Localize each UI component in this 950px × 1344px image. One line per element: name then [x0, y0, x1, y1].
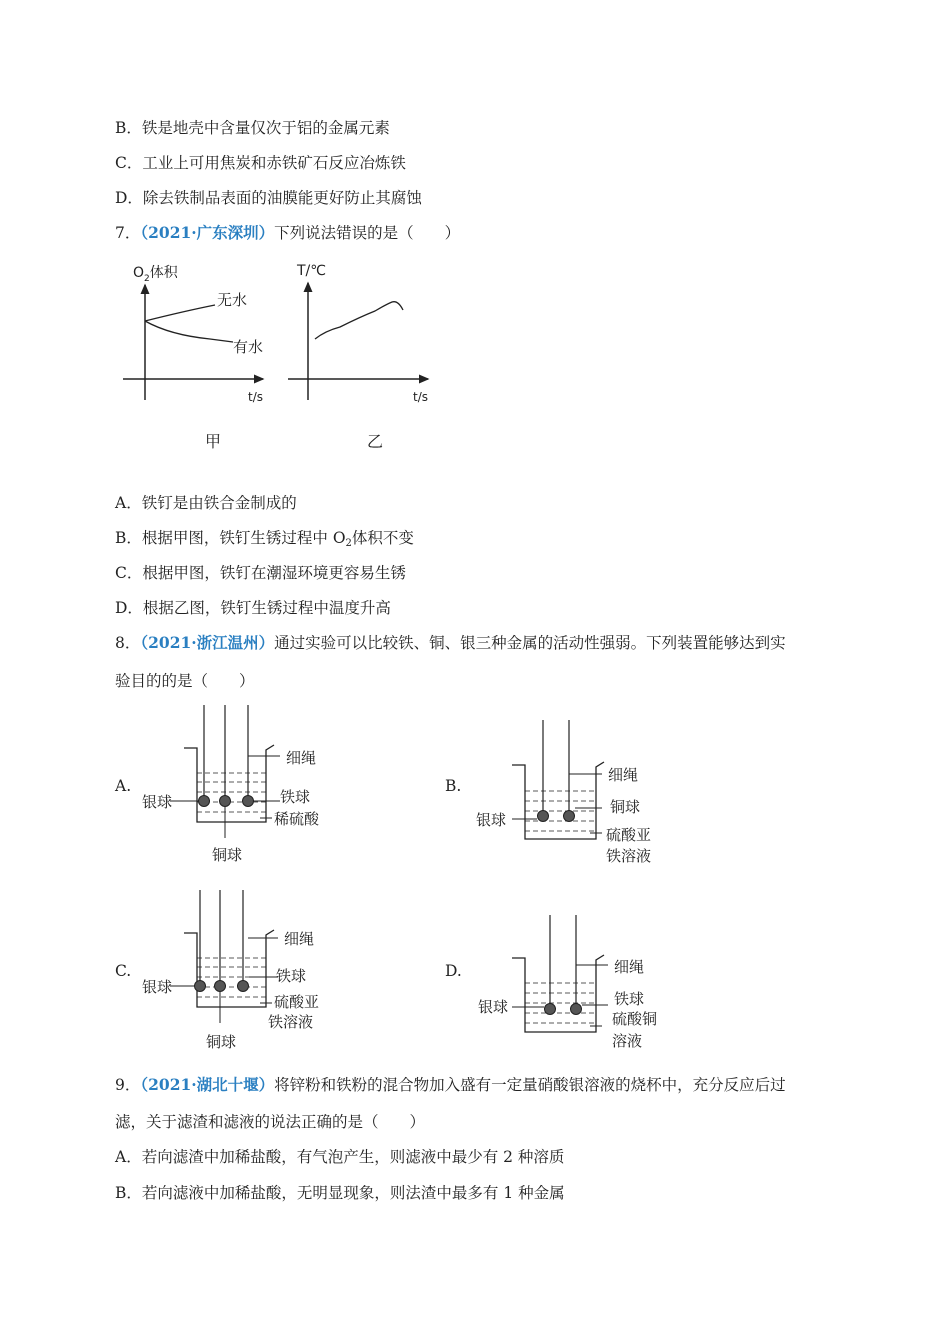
q7-stem — [115, 221, 460, 243]
q7-option-c: C．根据甲图，铁钉在潮湿环境更容易生锈 — [115, 564, 406, 582]
apparatus-a-ball-copper — [220, 796, 231, 807]
q7-option-b: B．根据甲图，铁钉生锈过程中 $O_2$体积不变 — [115, 529, 414, 549]
q7-number: 7． — [115, 224, 141, 242]
svg-text:银球: 银球 — [142, 978, 173, 996]
graph-jia-curve-dry — [145, 305, 215, 321]
q9-option-b: B．若向滤液中加稀盐酸，无明显现象，则法渣中最多有 1 种金属 — [115, 1184, 565, 1202]
svg-text:细绳: 细绳 — [608, 766, 639, 784]
graph-jia-xlabel: t/s — [248, 390, 263, 404]
svg-text:溶液: 溶液 — [612, 1032, 643, 1050]
graph-jia-ylabel: $O_2$体积 — [133, 265, 178, 284]
graph-yi-curve — [315, 302, 403, 339]
apparatus-d-beaker — [512, 955, 604, 1032]
apparatus-b — [470, 715, 690, 875]
apparatus-c-ball-iron — [238, 981, 249, 992]
q8-number: 8． — [115, 634, 141, 652]
graph-yi-xlabel: t/s — [413, 390, 428, 404]
q9-number: 9． — [115, 1076, 141, 1094]
svg-text:铜球: 铜球 — [610, 798, 641, 816]
graph-jia — [115, 255, 275, 455]
graph-yi — [280, 255, 440, 455]
q7-option-a: A．铁钉是由铁合金制成的 — [115, 494, 297, 512]
svg-text:细绳: 细绳 — [284, 930, 315, 948]
q7-stem-text: 下列说法错误的是（ ） — [274, 224, 461, 242]
apparatus-b-ball-silver — [538, 811, 549, 822]
svg-text:硫酸铜: 硫酸铜 — [612, 1010, 658, 1028]
svg-text:铁溶液: 铁溶液 — [268, 1013, 314, 1031]
q8-option-a-label: A. — [115, 777, 132, 795]
q8-option-b-label: B. — [445, 777, 462, 795]
graph-jia-label-wet: 有水 — [233, 338, 264, 356]
svg-text:铁球: 铁球 — [614, 990, 645, 1008]
svg-text:银球: 银球 — [478, 998, 509, 1016]
svg-text:细绳: 细绳 — [614, 958, 645, 976]
apparatus-b-ball-copper — [564, 811, 575, 822]
q6-option-c: C．工业上可用焦炭和赤铁矿石反应冶炼铁 — [115, 154, 406, 172]
q8-stem-line1: 8．（2021·浙江温州）通过实验可以比较铁、铜、银三种金属的活动性强弱。下列装置能够达到实 — [115, 633, 786, 652]
apparatus-a — [140, 700, 340, 870]
q6-option-d: D．除去铁制品表面的油膜能更好防止其腐蚀 — [115, 189, 422, 207]
svg-text:铜球: 铜球 — [206, 1033, 237, 1051]
q9-source: （2021·湖北十堰） — [140, 1075, 275, 1094]
q9-stem-line2: 滤，关于滤渣和滤液的说法正确的是（ ） — [115, 1113, 426, 1131]
apparatus-a-ball-iron — [243, 796, 254, 807]
q8-stem-line2: 验目的的是（ ） — [115, 672, 255, 690]
apparatus-c-beaker — [184, 930, 274, 1007]
apparatus-c — [140, 885, 340, 1055]
svg-text:铜球: 铜球 — [212, 846, 243, 864]
graph-jia-caption: 甲 — [205, 432, 222, 451]
svg-text:铁球: 铁球 — [280, 788, 311, 806]
graph-jia-label-dry: 无水 — [217, 291, 248, 309]
graph-jia-curve-wet — [145, 321, 233, 342]
svg-text:银球: 银球 — [476, 811, 507, 829]
apparatus-a-beaker — [184, 745, 274, 822]
q7-source: （2021·广东深圳） — [140, 223, 275, 242]
q8-source: （2021·浙江温州） — [140, 633, 275, 652]
apparatus-d-ball-iron — [571, 1004, 582, 1015]
q6-option-b: B．铁是地壳中含量仅次于铝的金属元素 — [115, 119, 390, 137]
svg-text:硫酸亚: 硫酸亚 — [606, 826, 652, 844]
apparatus-c-ball-copper — [215, 981, 226, 992]
q8-option-d-label: D. — [445, 962, 462, 980]
q9-option-a: A．若向滤渣中加稀盐酸，有气泡产生，则滤液中最少有 2 种溶质 — [115, 1148, 565, 1166]
q7-option-d: D．根据乙图，铁钉生锈过程中温度升高 — [115, 599, 391, 617]
apparatus-d — [470, 910, 690, 1060]
apparatus-c-ball-silver — [195, 981, 206, 992]
apparatus-a-ball-silver — [199, 796, 210, 807]
svg-text:铁溶液: 铁溶液 — [606, 847, 652, 865]
svg-text:铁球: 铁球 — [276, 967, 307, 985]
q9-stem-line1: 9．（2021·湖北十堰）将锌粉和铁粉的混合物加入盛有一定量硝酸银溶液的烧杯中，充分反应后过 — [115, 1075, 786, 1094]
svg-text:银球: 银球 — [142, 793, 173, 811]
svg-text:稀硫酸: 稀硫酸 — [274, 810, 320, 828]
svg-text:细绳: 细绳 — [286, 749, 317, 767]
graph-yi-ylabel: T/℃ — [297, 263, 326, 279]
apparatus-d-ball-silver — [545, 1004, 556, 1015]
graph-yi-caption: 乙 — [367, 432, 384, 451]
q8-option-c-label: C. — [115, 962, 132, 980]
svg-text:硫酸亚: 硫酸亚 — [274, 993, 320, 1011]
